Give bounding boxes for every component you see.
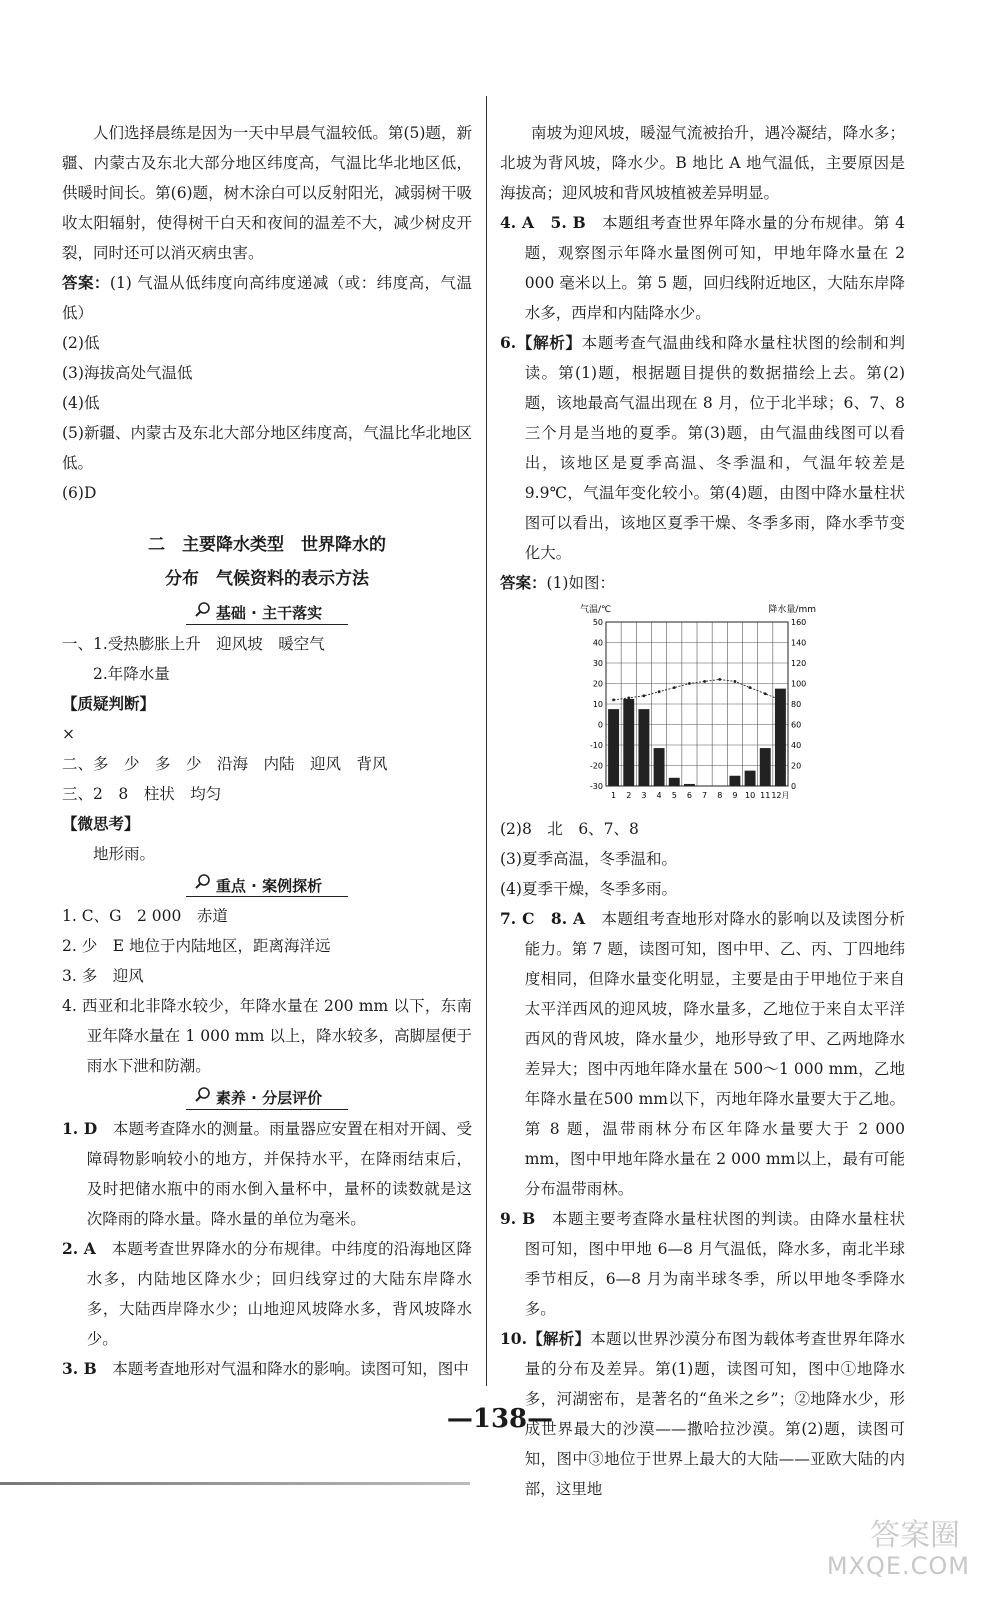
temperature-point (749, 686, 752, 689)
magnifier-icon (194, 1086, 212, 1112)
temperature-point (779, 699, 782, 702)
axis-label-temperature: 气温/℃ (580, 605, 612, 615)
temperature-point (673, 686, 676, 689)
paragraph: 南坡为迎风坡，暖湿气流被抬升，遇冷凝结，降水多；北坡为背风坡，降水少。B 地比 A 地气温低，主要原因是海拔高；迎风坡和背风坡植被差异明显。 (500, 124, 905, 202)
answer-item: (4)低 (62, 394, 100, 412)
question-item (500, 904, 905, 1204)
answer-item: (1) 气温从低纬度向高纬度递减（或：纬度高，气温低） (62, 274, 472, 322)
question-number: 7. C 8. A (500, 909, 586, 928)
watermark-url: MXQE.COM (826, 1552, 970, 1580)
temperature-point (734, 680, 737, 683)
tick-label-right: 120 (791, 659, 807, 668)
x-tick-label: 5 (671, 791, 677, 800)
x-tick-label: 1 (611, 791, 617, 800)
tick-label-right: 40 (791, 741, 802, 750)
temperature-point (688, 682, 691, 685)
question-text: 本题考查降水的测量。雨量器应安置在相对开阔、受障碍物影响较小的地方，并保持水平，在降雨结束后，及时把储水瓶中的雨水倒入量杯中，量杯的读数就是这次降雨的降水量。降水量的单位为毫米。 (86, 1119, 472, 1228)
temperature-point (612, 699, 615, 702)
answer-item: (5)新疆、内蒙古及东北大部分地区纬度高，气温比华北地区低。 (62, 424, 472, 472)
question-item (62, 1114, 472, 1234)
x-tick-label: 12月 (771, 791, 790, 800)
question-number: 10.【解析】 (500, 1329, 591, 1348)
text-line: 3. 多 迎风 (62, 967, 144, 985)
question-item (62, 1354, 472, 1384)
question-text: 本题以世界沙漠分布图为载体考查世界年降水量的分布及差异。第(1)题，读图可知，图中①地降水多，河湖密布，是著名的“鱼米之乡”；②地降水少，形成世界最大的沙漠——撒哈拉沙漠。第(2)题，读图可知，图中③地位于世界上最大的大陆——亚欧大陆的内部，这里地 (524, 1330, 905, 1498)
answer-item: (3)海拔高处气温低 (62, 364, 193, 382)
tick-label-right: 0 (791, 782, 797, 791)
precipitation-bar (729, 776, 740, 786)
banner-label: 素养 · 分层评价 (215, 1089, 323, 1107)
question-number: 9. B (500, 1209, 536, 1228)
tick-label-left: 30 (592, 659, 603, 668)
left-column (62, 118, 472, 1384)
tick-label-left: -30 (589, 782, 603, 791)
banner-label: 重点 · 案例探析 (215, 876, 323, 895)
question-number: 2. A (62, 1238, 96, 1258)
question-text: 本题考查气温曲线和降水量柱状图的绘制和判读。第(1)题，根据题目提供的数据描绘上去。第(2)题，该地最高气温出现在 8 月，位于北半球；6、7、8 三个月是当地的夏季。第(3)题，由气温曲线图可以看出，该地区是夏季高温、冬季温和，气温年较差是 9.9℃，气温年变化较小。第(4)题，由图中降水量柱状图可以看出，该地区夏季干燥、冬季多雨，降水季节变化大。 (524, 334, 905, 562)
precipitation-bar (684, 784, 695, 786)
tick-label-left: 50 (592, 618, 603, 627)
answer-item: (4)夏季干燥，冬季多雨。 (500, 880, 677, 898)
question-number: 3. B (62, 1358, 97, 1378)
watermark-logo: 答案圈 (870, 1518, 960, 1553)
x-tick-label: 3 (641, 791, 647, 800)
temperature-point (718, 678, 721, 681)
text-line: 地形雨。 (93, 844, 156, 863)
temperature-point (643, 694, 646, 697)
question-number: 1. D (62, 1118, 98, 1138)
tick-label-left: -10 (589, 741, 603, 750)
text-line: 二、多 少 多 少 沿海 内陆 迎风 背风 (62, 754, 388, 773)
x-tick-label: 8 (717, 791, 723, 800)
precipitation-bar (669, 778, 680, 786)
text-line: 2.年降水量 (93, 664, 170, 683)
text-line: 2. 少 E 地位于内陆地区，距离海洋远 (62, 937, 331, 955)
magnifier-icon (194, 873, 212, 899)
temperature-point (764, 692, 767, 695)
question-text: 本题组考查世界年降水量的分布规律。第 4 题，观察图示年降水量图例可知，甲地年降水量在 2 000 毫米以上。第 5 题，回归线附近地区，大陆东岸降水多，西岸和内陆降水少。 (524, 214, 905, 322)
answer-block (500, 568, 905, 598)
answer-block (62, 268, 472, 328)
precipitation-bar (623, 699, 634, 786)
section-banner (62, 873, 472, 900)
tick-label-right: 60 (791, 720, 802, 730)
climate-chart-svg (578, 602, 818, 810)
answer-item: (1)如图： (546, 574, 615, 592)
answer-label: 答案： (62, 273, 110, 292)
question-text: 本题组考查地形对降水的影响以及读图分析能力。第 7 题，读图可知，图中甲、乙、丙、丁四地纬度相同，但降水量变化明显，主要是由于甲地位于来自太平洋西风的迎风坡，降水量多，乙地位于来自太平洋西风的背风坡，降水量少，地形导致了甲、乙两地降水差异大；图中丙地年降水量在 500～1 000 mm，乙地年降水量在500 mm以下，丙地年降水量要大于乙地。第 8 题，温带雨林分布区年降水量要大于 2 000 mm，图中甲地年降水量在 2 000 mm以上，最有可能分布温带雨林。 (524, 910, 905, 1198)
x-tick-label: 4 (656, 791, 662, 800)
tick-label-left: 20 (592, 679, 603, 689)
tick-label-left: 0 (597, 720, 603, 730)
label: 【微思考】 (62, 813, 140, 833)
question-text: 本题主要考查降水量柱状图的判读。由降水量柱状图可知，图中甲地 6—8 月气温低，降水多，南北半球季节相反，6—8 月为南半球冬季，所以甲地冬季降水多。 (524, 1210, 905, 1318)
precipitation-bar (775, 689, 786, 786)
question-number: 6.【解析】 (500, 333, 582, 352)
temperature-point (627, 696, 630, 699)
precipitation-bar (638, 709, 649, 786)
section-title: 分布 气候资料的表示方法 (165, 569, 369, 589)
x-tick-label: 2 (626, 791, 632, 800)
question-item (500, 328, 905, 568)
text-line: 一、1.受热膨胀上升 迎风坡 暖空气 (62, 634, 325, 653)
precipitation-bar (745, 771, 756, 786)
tick-label-right: 80 (791, 700, 802, 709)
tick-label-right: 160 (791, 618, 807, 627)
text-line: 4. 西亚和北非降水较少，年降水量在 200 mm 以下，东南亚年降水量在 1 000 mm 以上，降水较多，高脚屋便于雨水下泄和防潮。 (62, 997, 472, 1075)
answer-item: (3)夏季高温，冬季温和。 (500, 850, 677, 868)
label: 【质疑判断】 (62, 693, 156, 713)
precipitation-bar (760, 748, 771, 786)
precipitation-bar (608, 709, 619, 786)
x-tick-label: 11 (760, 791, 771, 800)
climate-chart (578, 602, 818, 810)
question-item (500, 208, 905, 328)
question-item (500, 1204, 905, 1324)
temperature-point (703, 680, 706, 683)
tick-label-right: 100 (791, 679, 807, 689)
tick-label-right: 20 (791, 761, 802, 771)
right-column (500, 118, 905, 1504)
question-number: 4. A 5. B (500, 213, 586, 232)
text-line: 1. C、G 2 000 赤道 (62, 907, 228, 925)
tick-label-right: 140 (791, 638, 807, 648)
tick-label-left: -20 (589, 761, 603, 771)
x-tick-label: 7 (702, 791, 708, 800)
banner-label: 基础 · 主干落实 (215, 604, 323, 622)
text-line: 三、2 8 柱状 均匀 (62, 784, 222, 803)
column-divider (486, 96, 487, 1386)
section-title: 二 主要降水类型 世界降水的 (148, 535, 386, 555)
temperature-point (658, 690, 661, 693)
answer-item: (2)8 北 6、7、8 (500, 820, 639, 838)
text-line: × (62, 724, 75, 743)
answer-label: 答案： (500, 573, 547, 592)
question-text: 本题考查地形对气温和降水的影响。读图可知，图中 (112, 1359, 469, 1378)
axis-label-precipitation: 降水量/mm (768, 605, 816, 615)
x-tick-label: 6 (686, 791, 692, 800)
page-number: —138— (446, 1404, 554, 1434)
question-item (62, 1234, 472, 1354)
section-banner (62, 600, 472, 627)
tick-label-left: 10 (592, 700, 603, 709)
question-text: 本题考查世界降水的分布规律。中纬度的沿海地区降水多，内陆地区降水少；回归线穿过的大陆东岸降水多，大陆西岸降水少；山地迎风坡降水多，背风坡降水少。 (86, 1239, 472, 1348)
magnifier-icon (194, 601, 212, 627)
footer-rule (0, 1482, 470, 1485)
tick-label-left: 40 (592, 638, 603, 648)
section-banner (62, 1085, 472, 1112)
precipitation-bar (654, 748, 665, 786)
paragraph: 人们选择晨练是因为一天中早晨气温较低。第(5)题，新疆、内蒙古及东北大部分地区纬度高，气温比华北地区低，供暖时间长。第(6)题，树木涂白可以反射阳光，减弱树干吸收太阳辐射，使得树干白天和夜间的温差不大，减少树皮开裂，同时还可以消灭病虫害。 (62, 124, 472, 262)
x-tick-label: 10 (744, 791, 756, 800)
answer-item: (6)D (62, 484, 97, 502)
answer-item: (2)低 (62, 334, 100, 352)
x-tick-label: 9 (732, 791, 738, 800)
